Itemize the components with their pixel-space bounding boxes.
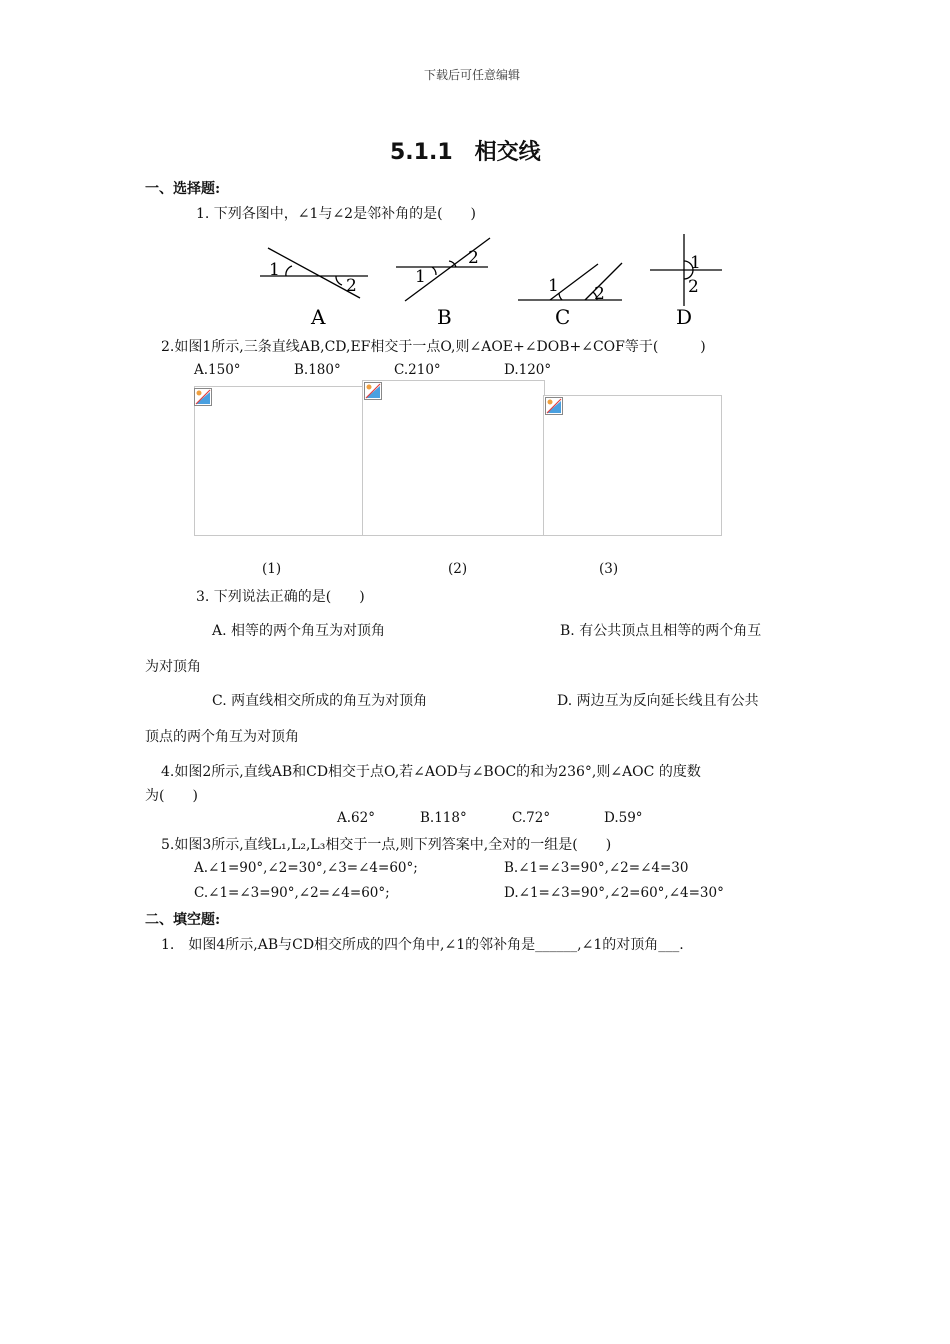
q3-option-c: C. 两直线相交所成的角互为对顶角: [212, 693, 428, 709]
q5-option-d: D.∠1=∠3=90°,∠2=60°,∠4=30°: [504, 885, 724, 901]
broken-image-icon: [194, 388, 212, 406]
question-5: 5.如图3所示,直线L₁,L₂,L₃相交于一点,则下列答案中,全对的一组是( ): [161, 837, 612, 853]
section-choice-heading: 一、选择题:: [145, 181, 221, 197]
fig-a-angle-1: 1: [269, 260, 280, 280]
fill-question-1: 1. 如图4所示,AB与CD相交所成的四个角中,∠1的邻补角是______,∠1的对顶角___.: [161, 937, 684, 953]
figure-3-placeholder: [543, 395, 722, 536]
question-4: 4.如图2所示,直线AB和CD相交于点O,若∠AOD与∠BOC的和为236°,则∠AOC 的度数: [161, 764, 701, 780]
figure-d: [650, 234, 722, 306]
fig-b-angle-1: 1: [415, 267, 426, 287]
question-3: 3. 下列说法正确的是( ): [196, 589, 365, 605]
fig-b-label: B: [437, 305, 452, 329]
q4-option-c: C.72°: [512, 810, 551, 826]
page-title: 5.1.1 相交线: [390, 140, 541, 165]
q3-option-d-cont: 顶点的两个角互为对顶角: [145, 729, 299, 745]
q5-option-b: B.∠1=∠3=90°,∠2=∠4=30: [504, 860, 689, 876]
q3-option-a: A. 相等的两个角互为对顶角: [212, 623, 386, 639]
question-1-figures: [250, 230, 730, 330]
figure-c: [518, 263, 622, 300]
q2-option-d: D.120°: [504, 362, 552, 378]
fig-a-label: A: [311, 305, 326, 329]
broken-image-icon: [545, 397, 563, 415]
q4-option-a: A.62°: [337, 810, 375, 826]
figure-2-placeholder: [362, 380, 545, 536]
q2-option-b: B.180°: [294, 362, 341, 378]
q3-option-b: B. 有公共顶点且相等的两个角互: [560, 623, 762, 639]
question-2: 2.如图1所示,三条直线AB,CD,EF相交于一点O,则∠AOE+∠DOB+∠COF等于( ): [161, 339, 706, 355]
q4-option-d: D.59°: [604, 810, 643, 826]
section-fill-heading: 二、填空题:: [145, 912, 221, 928]
figure-caption-2: (2): [448, 561, 468, 577]
q4-option-b: B.118°: [420, 810, 467, 826]
figure-1-placeholder: [194, 386, 364, 536]
question-4-cont: 为( ): [145, 788, 198, 804]
page-header: 下载后可任意编辑: [424, 68, 521, 82]
q3-option-d: D. 两边互为反向延长线且有公共: [557, 693, 759, 709]
q5-option-c: C.∠1=∠3=90°,∠2=∠4=60°;: [194, 885, 390, 901]
q5-option-a: A.∠1=90°,∠2=30°,∠3=∠4=60°;: [194, 860, 418, 876]
fig-c-angle-1: 1: [548, 276, 559, 296]
broken-image-icon: [364, 382, 382, 400]
fig-b-angle-2: 2: [468, 248, 479, 268]
fig-a-angle-2: 2: [346, 276, 357, 296]
fig-c-label: C: [555, 305, 571, 329]
fig-d-angle-2: 2: [688, 277, 699, 297]
question-1: 1. 下列各图中，∠1与∠2是邻补角的是( ): [196, 206, 477, 222]
q3-option-b-cont: 为对顶角: [145, 659, 201, 675]
q2-option-a: A.150°: [194, 362, 241, 378]
figure-caption-1: (1): [262, 561, 282, 577]
fig-c-angle-2: 2: [594, 284, 605, 304]
fig-d-angle-1: 1: [690, 253, 701, 273]
fig-d-label: D: [676, 305, 693, 329]
q2-option-c: C.210°: [394, 362, 441, 378]
figure-caption-3: (3): [599, 561, 619, 577]
